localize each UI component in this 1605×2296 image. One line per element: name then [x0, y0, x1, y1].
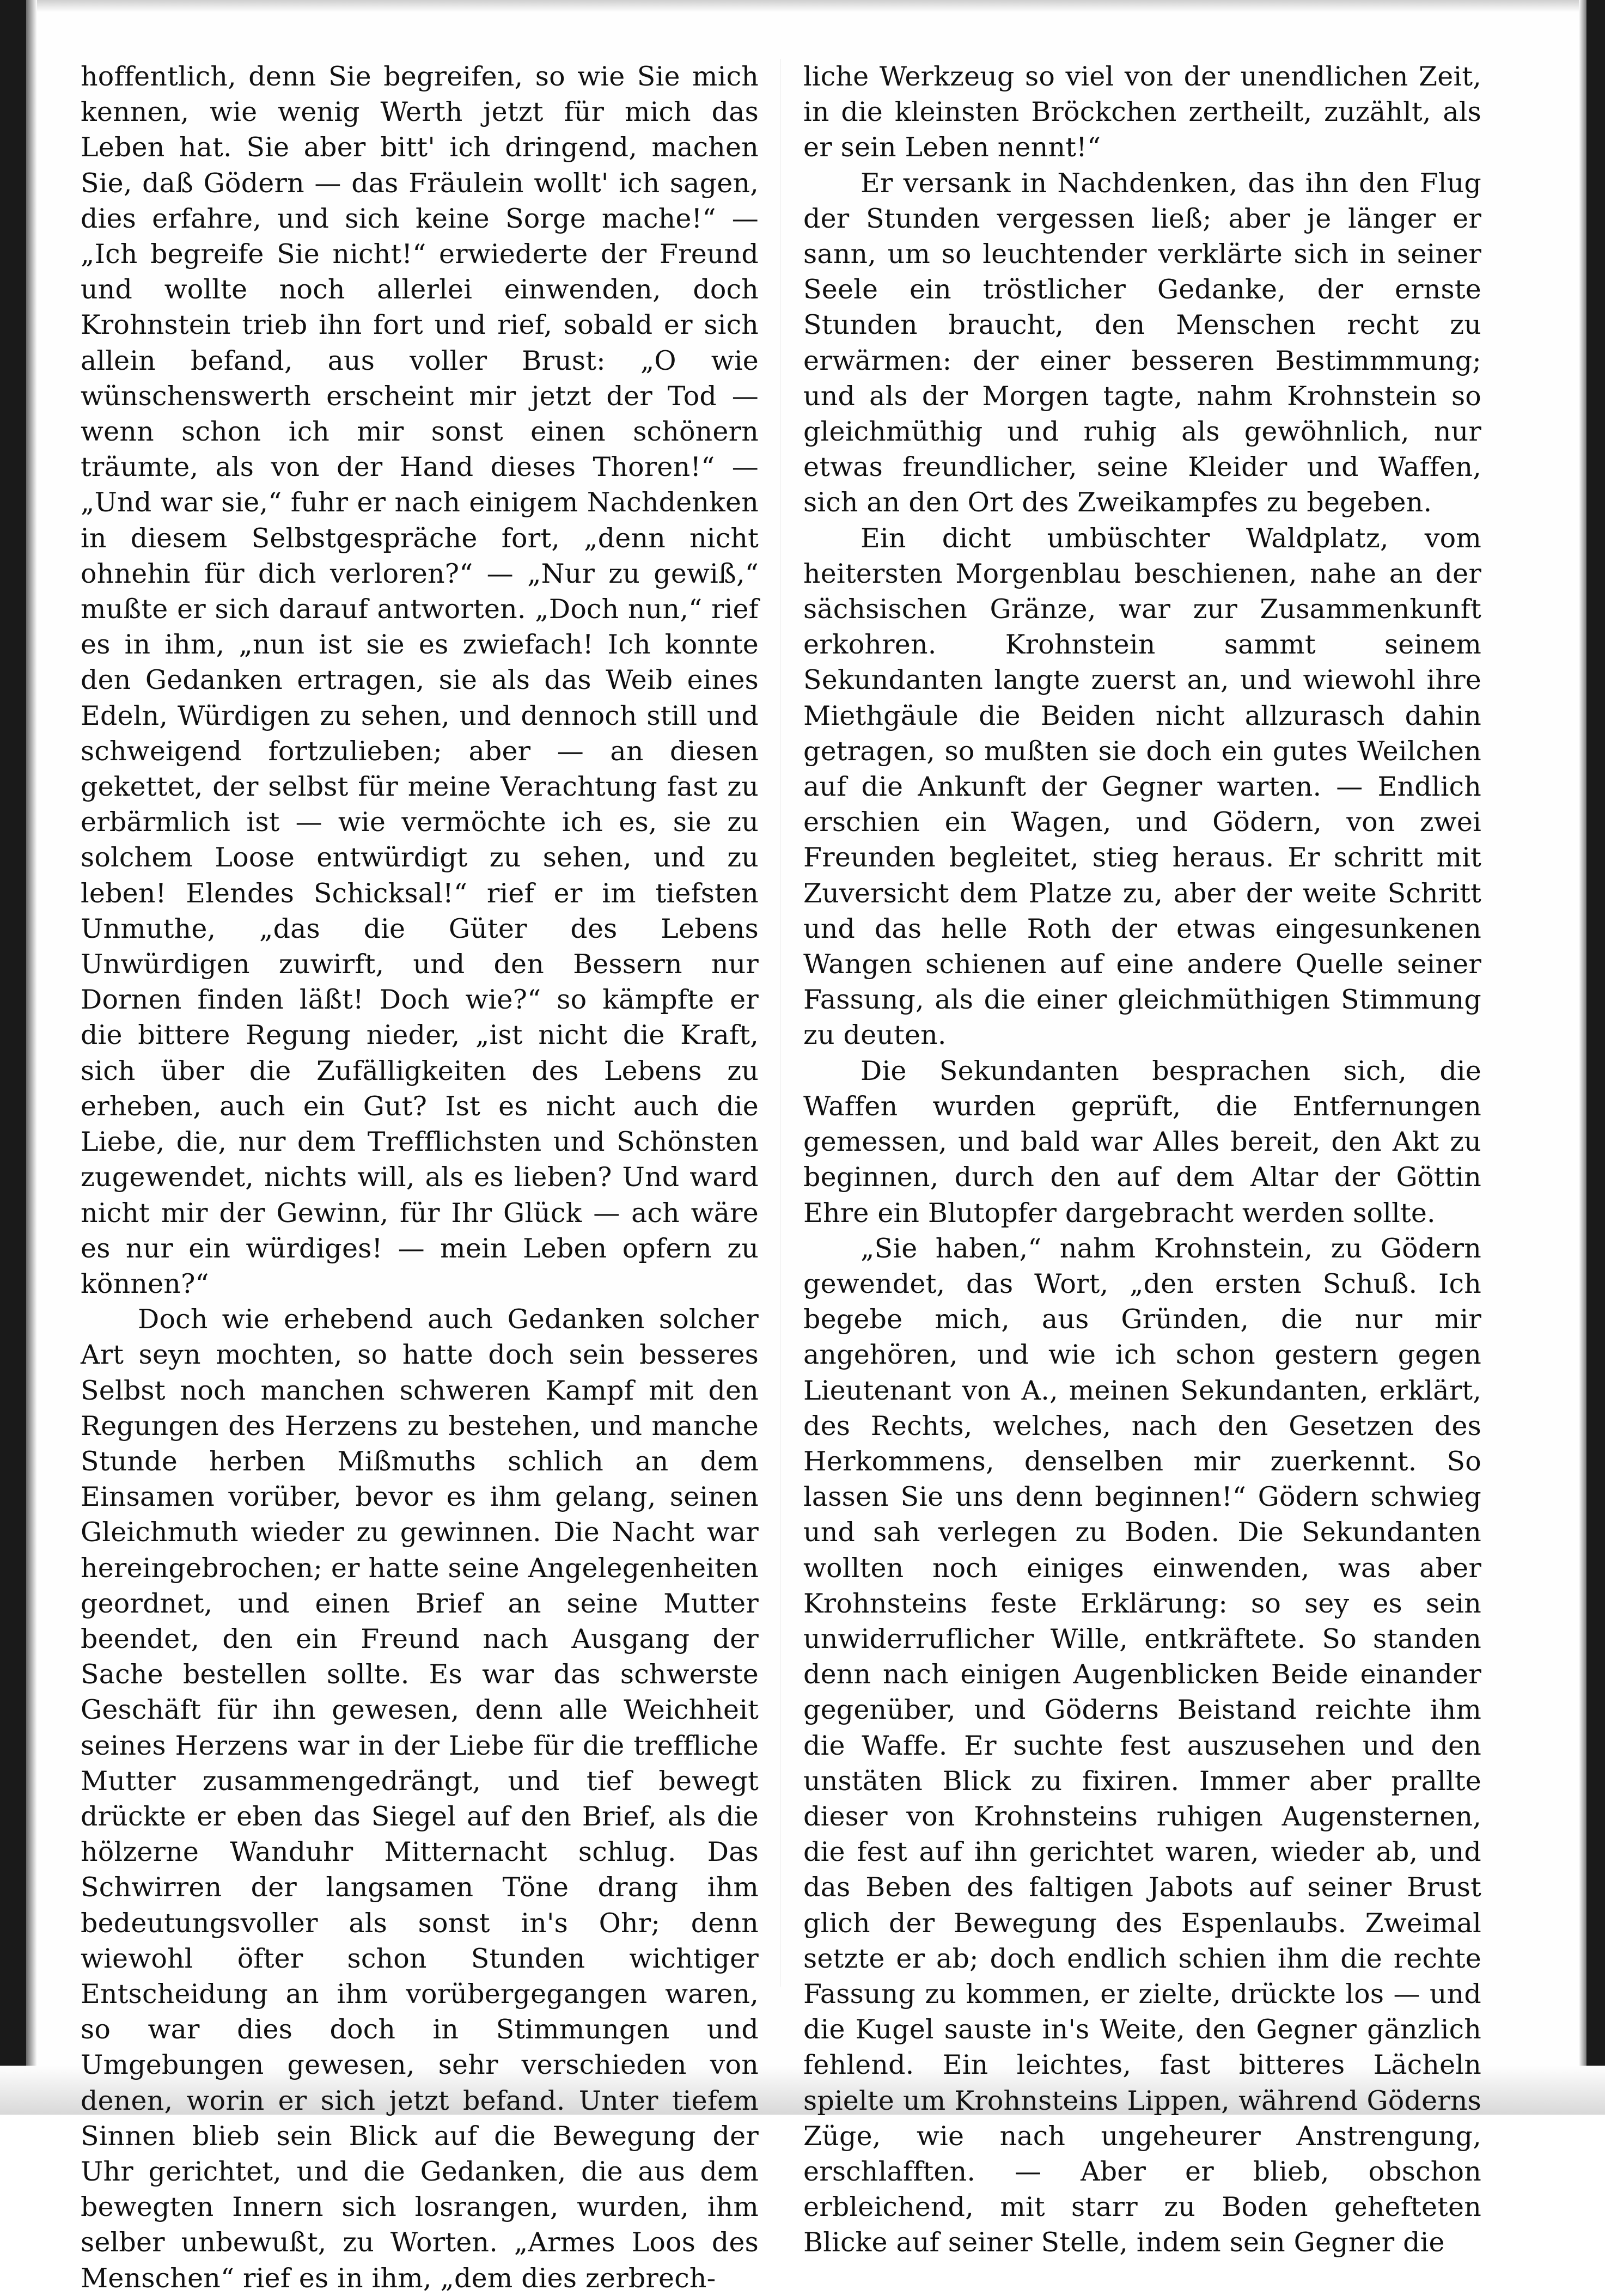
paragraph: Ein dicht umbüschter Waldplatz, vom heitersten Morgenblau beschienen, nahe an der sächsischen Gränze, war zur Zusammenkunft erkohren. Krohnstein sammt seinem Sekundanten langte zuerst an, und wiewohl ihre Miethgäule die Beiden nicht allzurasch dahin getragen, so mußten sie doch ein gutes Weilchen auf die Ankunft der Gegner warten. — Endlich erschien ein Wagen, und Gödern, von zwei Freunden begleitet, stieg heraus. Er schritt mit Zuversicht dem Platze zu, aber der weite Schritt und das helle Roth der etwas eingesunkenen Wangen schienen auf eine andere Quelle seiner Fassung, als die einer gleichmüthigen Stimmung zu deuten. — [803, 522, 1481, 1051]
paragraph: hoffentlich, denn Sie begreifen, so wie Sie mich kennen, wie wenig Werth jetzt für mich das Leben hat. Sie aber bitt' ich dringend, machen Sie, daß Gödern — das Fräulein wollt' ich sagen, dies erfahre, und sich keine Sorge mache!“ — „Ich begreife Sie nicht!“ erwiederte der Freund und wollte noch allerlei einwenden, doch Krohnstein trieb ihn fort und rief, sobald er sich allein befand, aus voller Brust: „O wie wünschenswerth erscheint mir jetzt der Tod — wenn schon ich mir sonst einen schönern träumte, als von der Hand dieses Thoren!“ — „Und war sie,“ fuhr er nach einigem Nachdenken in diesem Selbstgespräche fort, „denn nicht ohnehin für dich verloren?“ — „Nur zu gewiß,“ mußte er sich darauf antworten. „Doch nun,“ rief es in ihm, „nun ist sie es zwiefach! Ich konnte den Gedanken ertragen, sie als das Weib eines Edeln, Würdigen zu sehen, und dennoch still und schweigend fortzulieben; aber — an diesen gekettet, der selbst für meine Verachtung fast zu erbärmlich ist — wie vermöchte ich es, sie zu solchem Loose entwürdigt zu sehen, und zu leben! Elendes Schicksal!“ rief er im tiefsten Unmuthe, „das die Güter des Lebens Unwürdigen zuwirft, und den Bessern nur Dornen finden läßt! Doch wie?“ so kämpfte er die bittere Regung nieder, „ist nicht die Kraft, sich über die Zufälligkeiten des Lebens zu erheben, auch ein Gut? Ist es nicht auch die Liebe, die, nur dem Trefflichsten und Schönsten zugewendet, nichts will, als es lieben? Und ward nicht mir der Gewinn, für Ihr Glück — ach wäre es nur ein würdiges! — mein Leben opfern zu können?“ — [81, 61, 759, 1299]
top-page-edge — [0, 0, 1605, 12]
paragraph: liche Werkzeug so viel von der unendlichen Zeit, in die kleinsten Bröckchen zertheilt, zuzählt, als er sein Leben nennt!“ — [803, 61, 1481, 163]
paragraph: „Sie haben,“ nahm Krohnstein, zu Gödern gewendet, das Wort, „den ersten Schuß. Ich begebe mich, aus Gründen, die nur mir angehören, und wie ich schon gestern gegen Lieutenant von A., meinen Sekundanten, erklärt, des Rechts, welches, nach den Gesetzen des Herkommens, denselben mir zuerkennt. So lassen Sie uns denn beginnen!“ Gödern schwieg und sah verlegen zu Boden. Die Sekundanten wollten noch einiges einwenden, was aber Krohnsteins feste Erklärung: so sey es sein unwiderruflicher Wille, entkräftete. So standen denn nach einigen Augenblicken Beide einander gegenüber, und Göderns Beistand reichte ihm die Waffe. Er suchte fest auszusehen und den unstäten Blick zu fixiren. Immer aber prallte dieser von Krohnsteins ruhigen Augensternen, die fest auf ihn gerichtet waren, wieder ab, und das Beben des faltigen Jabots auf seiner Brust glich der Bewegung des Espenlaubs. Zweimal setzte er ab; doch endlich schien ihm die rechte Fassung zu kommen, er zielte, drückte los — und die Kugel sauste in's Weite, den Gegner gänzlich fehlend. Ein leichtes, fast bitteres Lächeln spielte um Krohnsteins Lippen, während Göderns Züge, wie nach ungeheurer Anstrengung, erschlafften. — Aber er blieb, obschon erbleichend, mit starr zu Boden gehefteten Blicke auf seiner Stelle, indem sein Gegner die — [803, 1232, 1481, 2258]
left-text-column — [81, 59, 759, 2296]
right-page-shadow — [1579, 0, 1586, 2115]
right-scan-border — [1586, 0, 1605, 2115]
left-page-shadow — [26, 0, 37, 2115]
left-scan-border — [0, 0, 26, 2115]
paragraph: Die Sekundanten besprachen sich, die Waffen wurden geprüft, die Entfernungen gemessen, und bald war Alles bereit, den Akt zu beginnen, durch den auf dem Altar der Göttin Ehre ein Blutopfer dargebracht werden sollte. — [803, 1055, 1481, 1229]
paragraph: Doch wie erhebend auch Gedanken solcher Art seyn mochten, so hatte doch sein besseres Selbst noch manchen schweren Kampf mit den Regungen des Herzens zu bestehen, und manche Stunde herben Mißmuths schlich an dem Einsamen vorüber, bevor es ihm gelang, seinen Gleichmuth wieder zu gewinnen. Die Nacht war hereingebrochen; er hatte seine Angelegenheiten geordnet, und einen Brief an seine Mutter beendet, den ein Freund nach Ausgang der Sache bestellen sollte. Es war das schwerste Geschäft für ihn gewesen, denn alle Weichheit seines Herzens war in der Liebe für die treffliche Mutter zusammengedrängt, und tief bewegt drückte er eben das Siegel auf den Brief, als die hölzerne Wanduhr Mitternacht schlug. Das Schwirren der langsamen Töne drang ihm bedeutungsvoller als sonst in's Ohr; denn wiewohl öfter schon Stunden wichtiger Entscheidung an ihm vorübergegangen waren, so war dies doch in Stimmungen und Umgebungen gewesen, sehr verschieden von denen, worin er sich jetzt befand. Unter tiefem Sinnen blieb sein Blick auf die Bewegung der Uhr gerichtet, und die Gedanken, die aus dem bewegten Innern sich losrangen, wurden, ihm selber unbewußt, zu Worten. „Armes Loos des Menschen“ rief es in ihm, „dem dies zerbrech- — [81, 1304, 759, 2294]
paragraph: Er versank in Nachdenken, das ihn den Flug der Stunden vergessen ließ; aber je länger er sann, um so leuchtender verklärte sich in seiner Seele ein tröstlicher Gedanke, der ernste Stunden braucht, den Menschen recht zu erwärmen: der einer besseren Bestimmmung; und als der Morgen tagte, nahm Krohnstein so gleichmüthig und ruhig als gewöhnlich, nur etwas freundlicher, seine Kleider und Waffen, sich an den Ort des Zweikampfes zu begeben. — [803, 167, 1481, 518]
column-gutter — [780, 59, 781, 1987]
right-text-column — [803, 59, 1481, 2261]
